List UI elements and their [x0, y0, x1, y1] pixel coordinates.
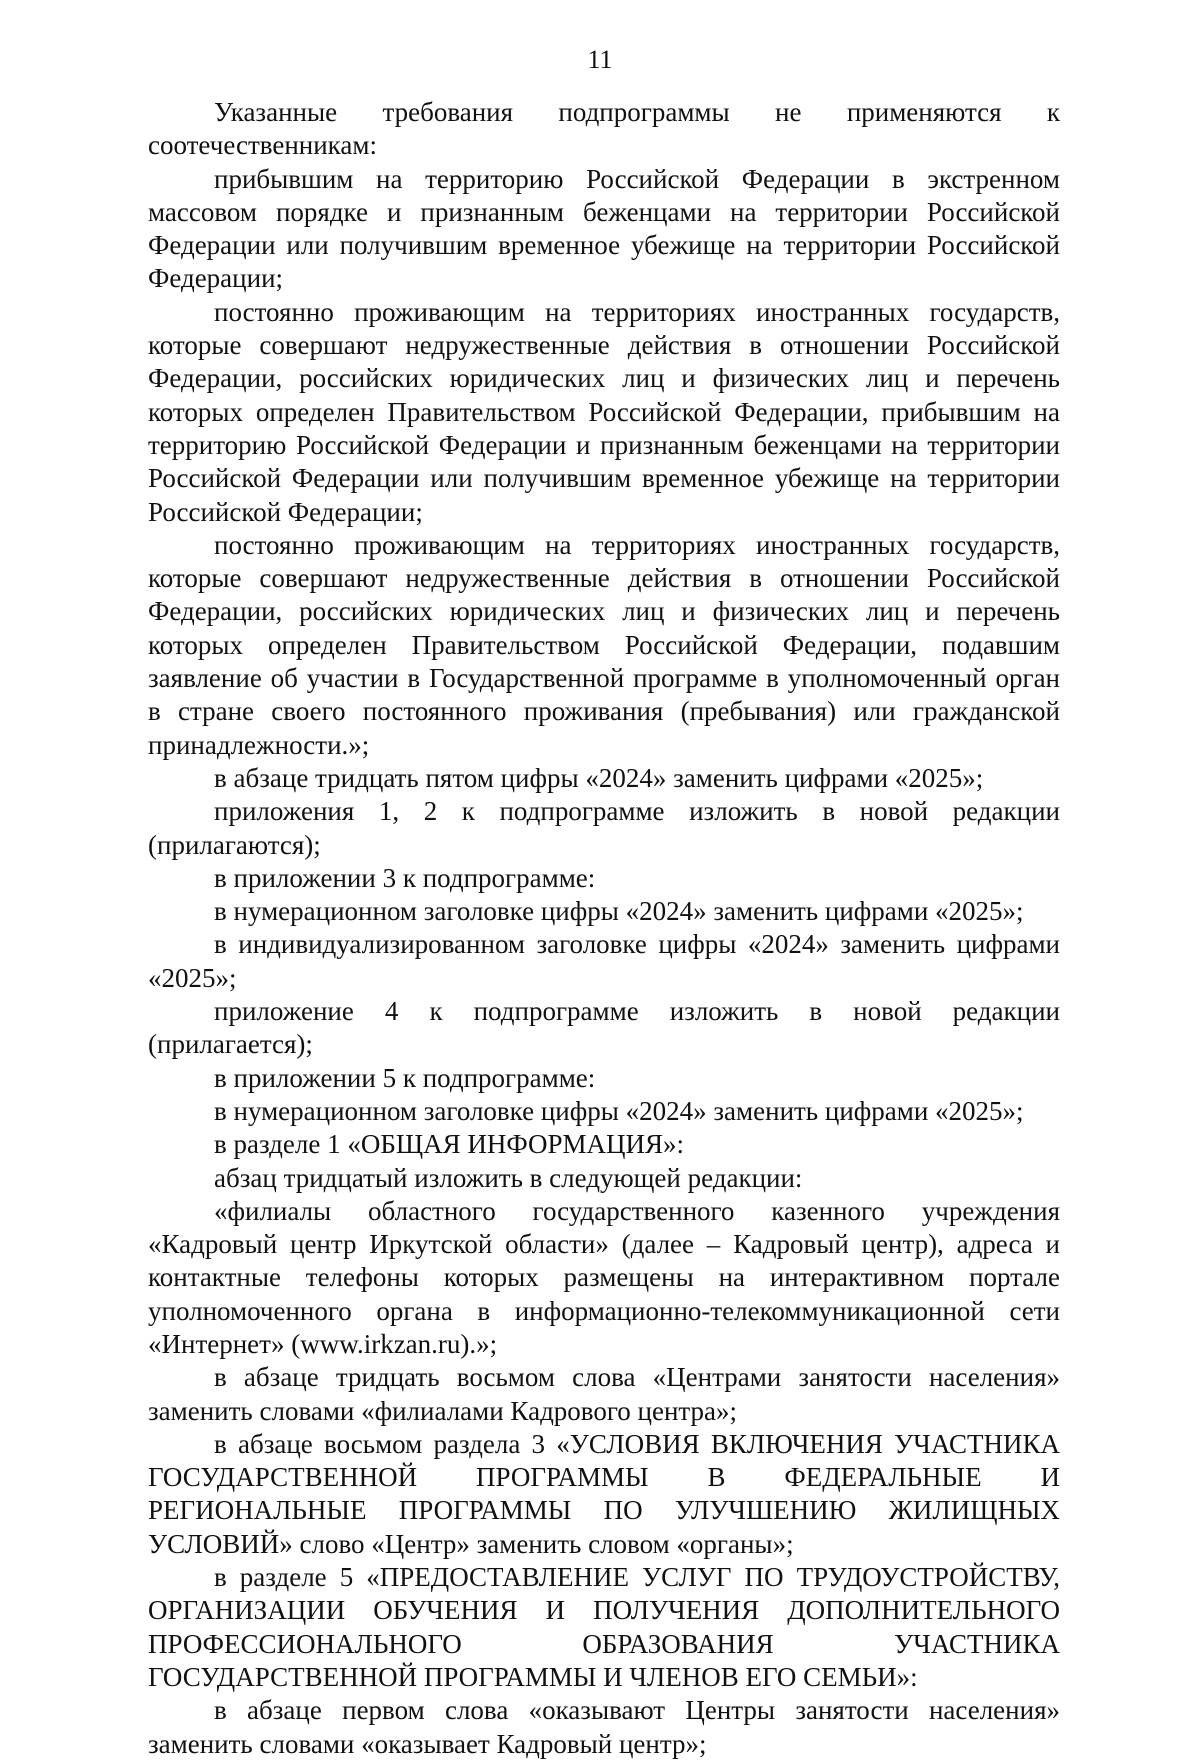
paragraph: в нумерационном заголовке цифры «2024» заменить цифрами «2025»; [214, 1095, 1024, 1126]
paragraph: абзац тридцатый изложить в следующей редакции: [214, 1162, 803, 1193]
page-number: 11 [587, 45, 613, 74]
paragraph: в абзаце тридцать восьмом слова «Центрами занятости населения» заменить словами «филиалами Кадрового центра»; [148, 1362, 1060, 1426]
paragraph: в приложении 3 к подпрограмме: [214, 862, 596, 893]
paragraph: в индивидуализированном заголовке цифры «2024» заменить цифрами «2025»; [148, 929, 1060, 993]
paragraph: в абзаце тридцать пятом цифры «2024» заменить цифрами «2025»; [214, 762, 984, 793]
paragraph: «филиалы областного государственного казенного учреждения «Кадровый центр Иркутской области» (далее – Кадровый центр), адреса и контактные телефоны которых размещены на интерактивном портале уполномоченного органа в информационно-телекоммуникационной сети «Интернет» (www.irkzan.ru).»; [148, 1195, 1060, 1359]
paragraph: в разделе 1 «ОБЩАЯ ИНФОРМАЦИЯ»: [214, 1129, 685, 1160]
paragraph: прибывшим на территорию Российской Федерации в экстренном массовом порядке и признанным беженцами на территории Российской Федерации или получившим временное убежище на территории Российской Федерации; [148, 163, 1060, 294]
paragraph: приложения 1, 2 к подпрограмме изложить в новой редакции (прилагаются); [148, 796, 1060, 860]
document-body [148, 96, 1060, 1761]
paragraph: приложение 4 к подпрограмме изложить в новой редакции (прилагается); [148, 996, 1060, 1060]
paragraph: Указанные требования подпрограммы не применяются к соотечественникам: [148, 97, 1060, 161]
paragraph: постоянно проживающим на территориях иностранных государств, которые совершают недружественные действия в отношении Российской Федерации, российских юридических лиц и физических лиц и перечень которых определен Правительством Российской Федерации, прибывшим на территорию Российской Федерации и признанным беженцами на территории Российской Федерации или получившим временное убежище на территории Российской Федерации; [148, 296, 1060, 527]
paragraph: в нумерационном заголовке цифры «2024» заменить цифрами «2025»; [214, 896, 1024, 927]
paragraph: в абзаце восьмом раздела 3 «УСЛОВИЯ ВКЛЮЧЕНИЯ УЧАСТНИКА ГОСУДАРСТВЕННОЙ ПРОГРАММЫ В ФЕДЕРАЛЬНЫЕ И РЕГИОНАЛЬНЫЕ ПРОГРАММЫ ПО УЛУЧШЕНИЮ ЖИЛИЩНЫХ УСЛОВИЙ» слово «Центр» заменить словом «органы»; [148, 1428, 1060, 1559]
paragraph: в абзаце первом слова «оказывают Центры занятости населения» заменить словами «оказывает Кадровый центр»; [148, 1695, 1060, 1759]
paragraph: в приложении 5 к подпрограмме: [214, 1062, 596, 1093]
paragraph: постоянно проживающим на территориях иностранных государств, которые совершают недружественные действия в отношении Российской Федерации, российских юридических лиц и физических лиц и перечень которых определен Правительством Российской Федерации, подавшим заявление об участии в Государственной программе в уполномоченный орган в стране своего постоянного проживания (пребывания) или гражданской принадлежности.»; [148, 529, 1060, 760]
paragraph: в разделе 5 «ПРЕДОСТАВЛЕНИЕ УСЛУГ ПО ТРУДОУСТРОЙСТВУ, ОРГАНИЗАЦИИ ОБУЧЕНИЯ И ПОЛУЧЕНИЯ ДОПОЛНИТЕЛЬНОГО ПРОФЕССИОНАЛЬНОГО ОБРАЗОВАНИЯ УЧАСТНИКА ГОСУДАРСТВЕННОЙ ПРОГРАММЫ И ЧЛЕНОВ ЕГО СЕМЬИ»: [148, 1562, 1060, 1692]
